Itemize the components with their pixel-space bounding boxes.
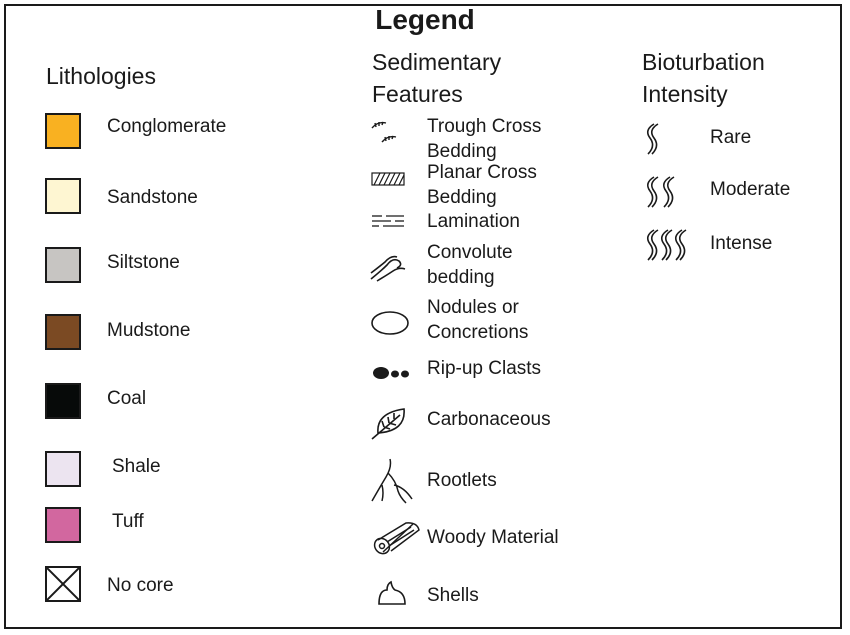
shell-icon <box>377 580 407 608</box>
label-rip-up-clasts: Rip-up Clasts <box>427 358 542 379</box>
swatch-sandstone <box>45 178 81 214</box>
sedimentary-heading-line1: Sedimentary <box>372 49 502 75</box>
sedimentary-heading <box>372 46 501 110</box>
label-carbonaceous: Carbonaceous <box>427 409 551 430</box>
lithologies-heading: Lithologies <box>46 63 156 89</box>
no-core-icon <box>45 566 81 602</box>
label-siltstone: Siltstone <box>107 252 180 273</box>
burrow-double-icon <box>642 175 682 209</box>
log-icon <box>373 520 423 556</box>
label-no-core: No core <box>107 575 174 596</box>
label-woody-material: Woody Material <box>427 527 559 548</box>
swatch-mudstone <box>45 314 81 350</box>
label-convolute-bedding: Convolute bedding <box>427 242 513 288</box>
burrow-single-icon <box>642 122 662 156</box>
legend-title: Legend <box>375 4 475 35</box>
rip-up-clasts-icon <box>372 365 412 381</box>
swatch-conglomerate <box>45 113 81 149</box>
swatch-siltstone <box>45 247 81 283</box>
label-nodules: Nodules or Concretions <box>427 297 529 343</box>
rootlets-icon <box>370 457 416 505</box>
label-rare: Rare <box>710 127 752 148</box>
label-mudstone: Mudstone <box>107 320 191 341</box>
label-trough-cross-bedding: Trough Cross Bedding <box>427 116 542 162</box>
bioturbation-heading-line2: Intensity <box>642 81 728 107</box>
label-moderate: Moderate <box>710 179 791 200</box>
label-planar-cross-bedding: Planar Cross Bedding <box>427 162 537 208</box>
label-lamination: Lamination <box>427 211 520 232</box>
label-shells: Shells <box>427 585 479 606</box>
bioturbation-heading <box>642 46 765 110</box>
swatch-coal <box>45 383 81 419</box>
nodule-icon <box>370 310 410 336</box>
label-coal: Coal <box>107 388 147 409</box>
label-rootlets: Rootlets <box>427 470 497 491</box>
label-conglomerate: Conglomerate <box>107 116 227 137</box>
label-shale: Shale <box>112 456 161 477</box>
bioturbation-heading-line1: Bioturbation <box>642 49 765 75</box>
burrow-triple-icon <box>642 228 694 262</box>
swatch-tuff <box>45 507 81 543</box>
sedimentary-heading-line2: Features <box>372 81 463 107</box>
label-tuff: Tuff <box>112 511 144 532</box>
planar-cross-bedding-icon <box>371 172 405 186</box>
trough-cross-bedding-icon <box>370 118 406 148</box>
leaf-icon <box>370 403 410 443</box>
convolute-bedding-icon <box>369 253 407 283</box>
label-sandstone: Sandstone <box>107 187 198 208</box>
label-intense: Intense <box>710 233 773 254</box>
lamination-icon <box>371 214 405 228</box>
swatch-shale <box>45 451 81 487</box>
